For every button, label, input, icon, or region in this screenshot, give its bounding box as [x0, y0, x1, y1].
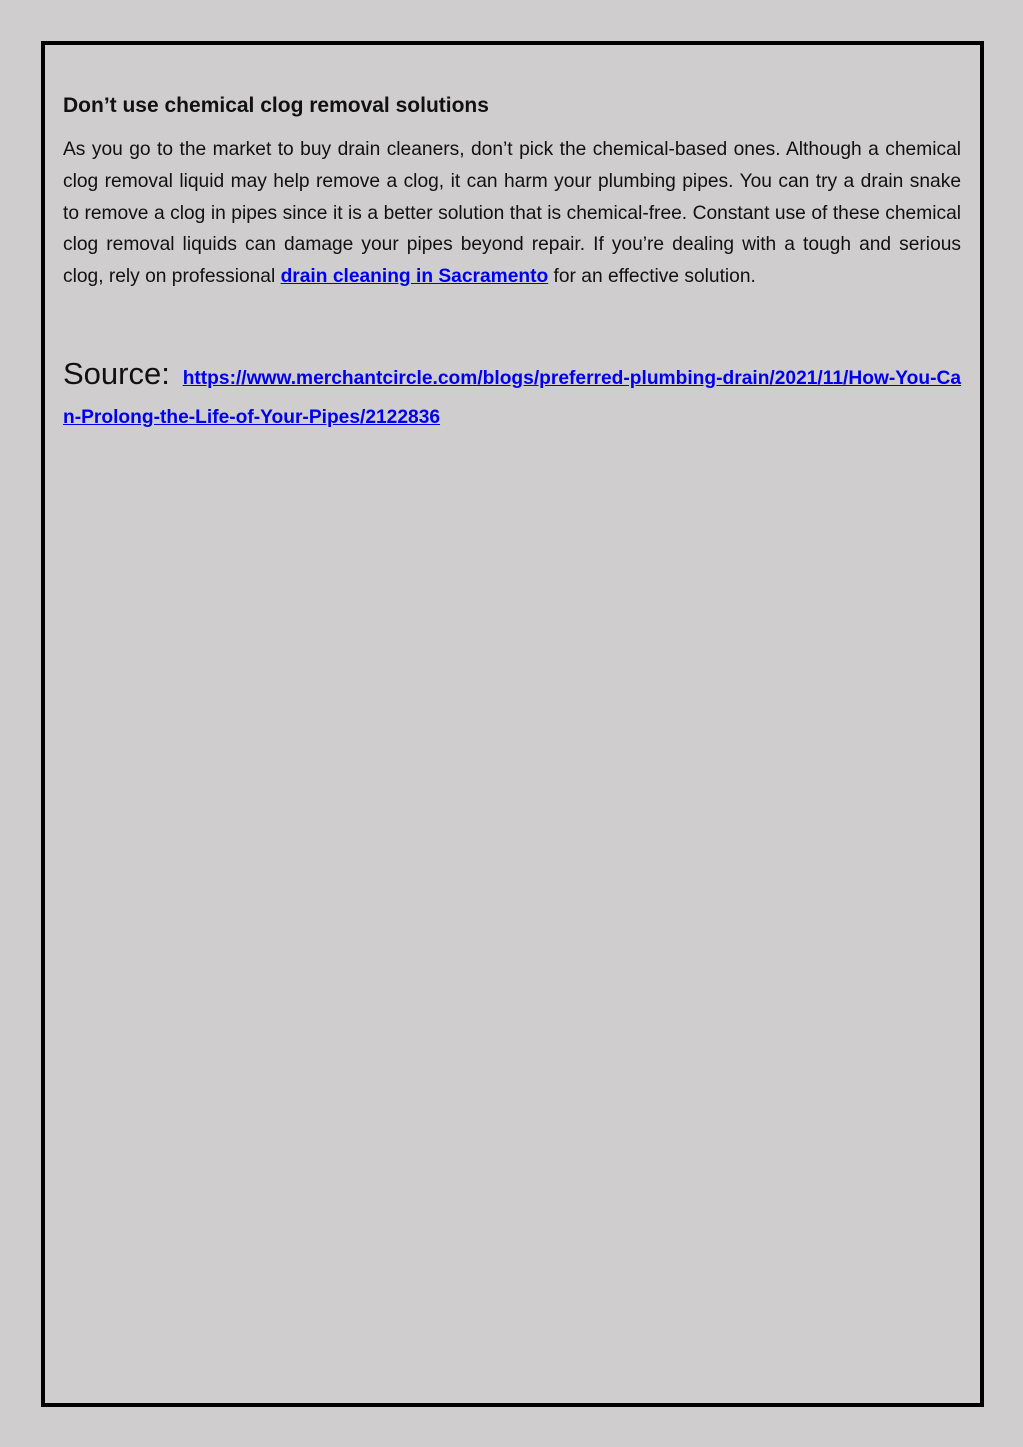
source-url-line2: drain/2021/11/How-You-Can-Prolong-the-Life-of-Your-Pipes/2122836	[63, 367, 961, 428]
paragraph-text-after-link: for an effective solution.	[548, 266, 756, 288]
drain-cleaning-link[interactable]: drain cleaning in Sacramento	[280, 266, 549, 288]
source-url-line1: https://www.merchantcircle.com/blogs/preferred-plumbing-	[182, 367, 723, 389]
document-content	[63, 90, 961, 438]
source-label: Source:	[63, 355, 170, 391]
source-block	[63, 355, 961, 438]
paragraph-text-before-link: As you go to the market to buy drain cleaners, don’t pick the chemical-based ones. Although a chemical clog removal liquid may help remove a clog, it can harm your plumbing pipes. You can try a drain snake to remove a clog in pipes since it is a better solution that is chemical-free. Constant use of these chemical clog removal liquids can damage your pipes beyond repair. If you’re dealing with a tough and serious clog, rely on professional	[63, 139, 961, 288]
source-url-link[interactable]	[63, 368, 961, 428]
section-heading: Don’t use chemical clog removal solutions	[63, 94, 489, 117]
body-paragraph	[63, 134, 961, 293]
